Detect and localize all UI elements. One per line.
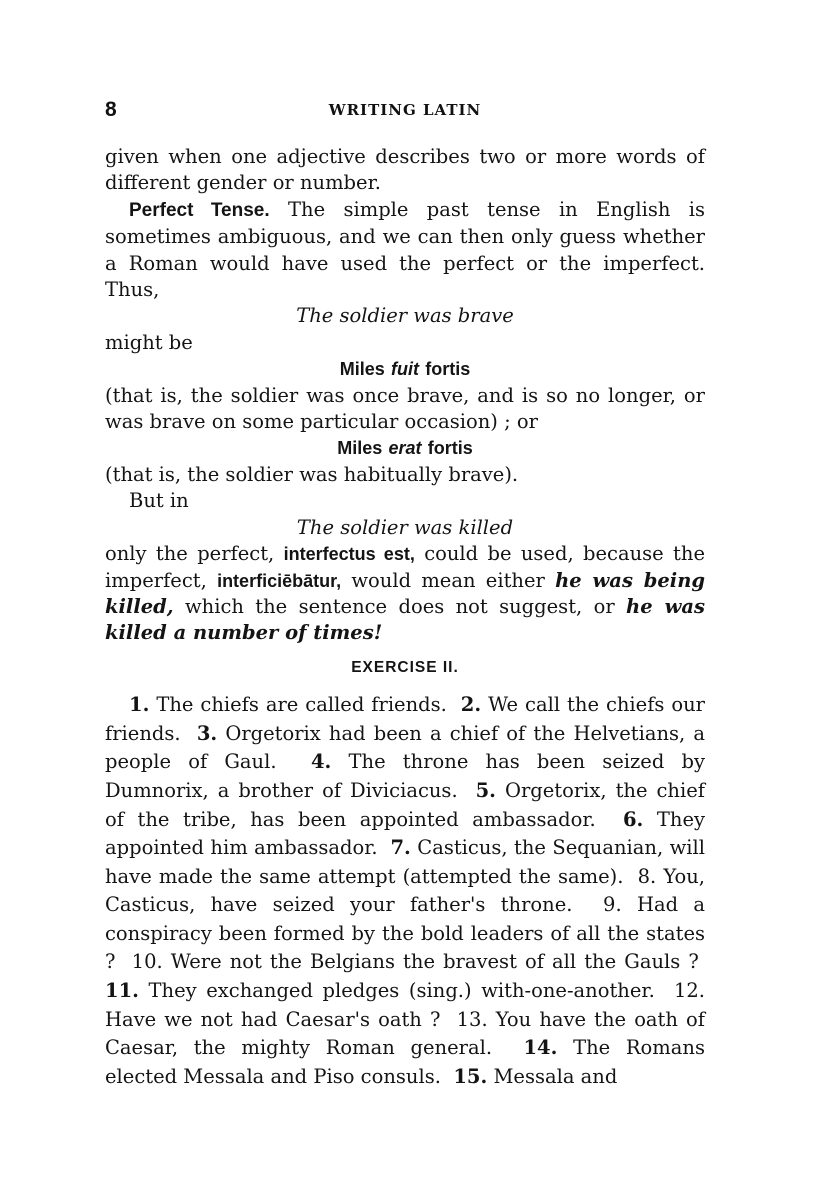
latin-word: Miles [337,438,383,459]
latin-example-1 [105,356,705,382]
example-english-2: The soldier was killed [296,515,514,539]
latin-verb: fuit [391,359,419,380]
exercise-sentence: The Romans elected Messala and Piso consuls. [105,1036,705,1088]
exercise-paragraph [105,691,705,1091]
intro-paragraph [105,144,705,197]
intro-text: given when one adjective describes two or more words of different gender or number. [105,145,705,195]
but-in-label: But in [129,489,189,513]
latin-word: fortis [425,359,471,380]
item-number: 9. [603,893,622,917]
latin-word: Miles [339,359,385,380]
italic-phrase: he was being killed, [105,568,706,618]
item-number: 4. [310,750,332,774]
exercise-sentence: We call the chiefs our friends. [105,693,705,745]
exercise-sentence: They appointed him ambassador. [105,807,706,860]
running-title: WRITING LATIN [328,101,482,119]
section-heading: Perfect Tense. [129,199,270,221]
perfect-tense-paragraph [105,197,705,304]
exercise-sentence: Orgetorix, the chief of the tribe, has been appointed ambassador. [105,778,705,831]
item-number: 5. [475,778,496,802]
exercise-sentence: Casticus, the Sequanian, will have made the same attempt (attempted the same). [105,836,705,888]
latin-form: interfectus est, [283,544,415,565]
item-number: 1. [129,693,150,717]
item-number: 15. [453,1064,488,1088]
conclusion-text: could be used, because the imperfect, [105,542,705,592]
item-number: 7. [390,836,411,860]
item-number: 12. [673,979,705,1003]
exercise-sentence: The throne has been seized by Dumnorix, a brother of Diviciacus. [105,750,706,802]
exercise-sentence: Have we not had Caesar's oath ? [105,1007,441,1031]
exercise-sentence: You, Casticus, have seized your father's throne. [105,864,706,917]
page-header [105,98,705,128]
latin-verb: erat [388,438,422,459]
example-english-1: The soldier was brave [296,304,514,328]
latin-example-2 [105,435,705,461]
conclusion-text: which the sentence does not suggest, or [184,594,615,618]
exercise-sentence: Orgetorix had been a chief of the Helvetians, a people of Gaul. [105,721,706,774]
exercise-sentence: Had a conspiracy been formed by the bold leaders of all the states ? [105,893,705,974]
exercise-sentence: Messala and [493,1064,618,1088]
exercise-sentence: Were not the Belgians the bravest of all the Gauls ? [170,950,699,974]
exercise-title: EXERCISE II. [351,658,459,676]
item-number: 3. [196,721,218,745]
latin-form: interficiēbātur, [217,570,342,591]
conclusion-paragraph [105,541,705,647]
conclusion-text: would mean either [351,568,545,592]
latin-word: fortis [427,438,473,459]
exercise-block [105,691,705,1091]
perfect-tense-text: The simple past tense in English is sometimes ambiguous, and we can then only guess whether a Roman would have used the perfect or the imperfect. Thus, [105,197,706,302]
explanation-2: (that is, the soldier was habitually brave). [105,462,519,486]
exercise-sentence: The chiefs are called friends. [156,693,447,717]
conclusion-text: only the perfect, [105,542,275,566]
item-number: 11. [105,979,139,1003]
item-number: 13. [456,1007,488,1031]
item-number: 8. [637,864,657,888]
page-body [105,144,705,1091]
item-number: 6. [622,807,644,831]
might-be-label: might be [105,330,193,354]
italic-phrase: he was killed a number of times! [105,594,705,645]
exercise-sentence: You have the oath of Caesar, the mighty Roman general. [105,1007,706,1060]
item-number: 14. [523,1036,558,1060]
item-number: 2. [460,693,482,717]
explanation-1: (that is, the soldier was once brave, and is so no longer, or was brave on some particular occasion) ; or [105,383,705,434]
page-number: 8 [105,98,117,121]
item-number: 10. [131,950,163,974]
exercise-sentence: They exchanged pledges (sing.) with-one-another. [148,979,655,1003]
